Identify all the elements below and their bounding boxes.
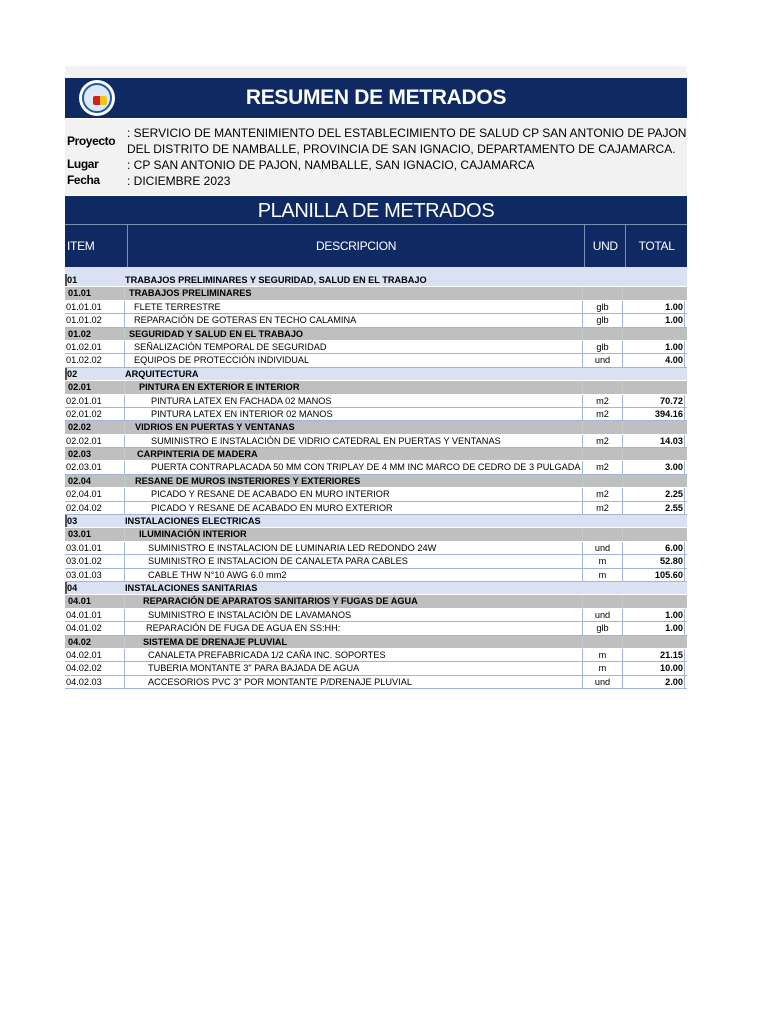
table-row [65, 461, 687, 474]
item-cell: 02.02 [65, 421, 125, 433]
total-cell: 6.00 [623, 542, 685, 554]
item-cell: 04.02.03 [65, 676, 125, 688]
unit-cell: m [583, 555, 623, 567]
unit-cell: glb [583, 622, 623, 634]
table-row [65, 676, 687, 689]
total-cell [623, 274, 685, 286]
description-cell: SEÑALIZACIÓN TEMPORAL DE SEGURIDAD [125, 341, 583, 353]
item-cell: 02.03 [65, 448, 125, 460]
item-cell: 02.03.01 [65, 461, 125, 473]
page-title: RESUMEN DE METRADOS [245, 86, 507, 109]
section-row [65, 515, 687, 528]
description-cell: EQUIPOS DE PROTECCIÓN INDIVIDUAL [125, 354, 583, 366]
table-row [65, 649, 687, 662]
fecha-value: : DICIEMBRE 2023 [127, 174, 231, 188]
unit-cell [583, 448, 623, 460]
total-cell: 4.00 [623, 354, 685, 366]
table-row [65, 622, 687, 635]
item-cell: 02.02.01 [65, 435, 125, 447]
section-row [65, 274, 687, 287]
header-spacer [65, 267, 687, 274]
item-cell: 01.01.02 [65, 314, 125, 326]
unit-cell: m2 [583, 408, 623, 420]
unit-cell [583, 595, 623, 607]
unit-cell: m2 [583, 502, 623, 514]
planilla-title: PLANILLA DE METRADOS [65, 195, 687, 224]
description-cell: PINTURA EN EXTERIOR E INTERIOR [125, 381, 583, 393]
subsection-row [65, 636, 687, 649]
table-row [65, 395, 687, 408]
unit-cell: m2 [583, 488, 623, 500]
total-cell [623, 421, 685, 433]
description-cell: TRABAJOS PRELIMINARES Y SEGURIDAD, SALUD EN EL TRABAJO [125, 274, 583, 286]
total-cell [623, 582, 685, 594]
item-cell: 03.01.01 [65, 542, 125, 554]
table-row [65, 341, 687, 354]
total-cell [623, 368, 685, 380]
project-info [65, 119, 687, 195]
item-cell: 04.01.02 [65, 622, 125, 634]
table-row [65, 502, 687, 515]
total-cell [623, 328, 685, 340]
item-cell: 02.04 [65, 475, 125, 487]
total-cell [623, 448, 685, 460]
item-cell: 03.01.02 [65, 555, 125, 567]
description-cell: SEGURIDAD Y SALUD EN EL TRABAJO [125, 328, 583, 340]
info-row-proyecto [65, 125, 687, 157]
unit-cell: m2 [583, 435, 623, 447]
column-header-item: ITEM [65, 225, 128, 267]
column-header-und: UND [585, 225, 626, 267]
item-cell: 02.01.01 [65, 395, 125, 407]
subsection-row [65, 475, 687, 488]
unit-cell: m2 [583, 395, 623, 407]
description-cell: FLETE TERRESTRE [125, 301, 583, 313]
subsection-row [65, 421, 687, 434]
table-row [65, 408, 687, 421]
description-cell: PINTURA LATEX EN FACHADA 02 MANOS [125, 395, 583, 407]
subsection-row [65, 595, 687, 608]
subsection-row [65, 528, 687, 541]
unit-cell: und [583, 354, 623, 366]
total-cell: 1.00 [623, 622, 685, 634]
description-cell: RESANE DE MUROS INSTERIORES Y EXTERIORES [125, 475, 583, 487]
item-cell: 04.02.01 [65, 649, 125, 661]
unit-cell [583, 368, 623, 380]
item-cell: 01.02.02 [65, 354, 125, 366]
total-cell: 14.03 [623, 435, 685, 447]
subsection-row [65, 448, 687, 461]
lugar-value: : CP SAN ANTONIO DE PAJON, NAMBALLE, SAN IGNACIO, CAJAMARCA [127, 158, 535, 172]
info-row-lugar [65, 157, 687, 173]
table-row [65, 435, 687, 448]
description-cell: CABLE THW N°10 AWG 6.0 mm2 [125, 569, 583, 581]
top-strip [65, 66, 687, 78]
unit-cell [583, 636, 623, 648]
unit-cell: m2 [583, 461, 623, 473]
description-cell: INSTALACIONES SANITARIAS [125, 582, 583, 594]
total-cell: 1.00 [623, 609, 685, 621]
proyecto-value: : SERVICIO DE MANTENIMIENTO DEL ESTABLECIMIENTO DE SALUD CP SAN ANTONIO DE PAJON DEL DISTRITO DE NAMBALLE, PROVINCIA DE SAN IGNACIO, DEPARTAMENTO DE CAJAMARCA. [127, 126, 687, 156]
unit-cell: m [583, 569, 623, 581]
lugar-label: Lugar [67, 157, 99, 171]
item-cell: 04.01.01 [65, 609, 125, 621]
subsection-row [65, 287, 687, 300]
unit-cell [583, 381, 623, 393]
table-row [65, 569, 687, 582]
unit-cell: glb [583, 301, 623, 313]
description-cell: PICADO Y RESANE DE ACABADO EN MURO INTERIOR [125, 488, 583, 500]
unit-cell [583, 515, 623, 527]
unit-cell [583, 475, 623, 487]
total-cell: 10.00 [623, 662, 685, 674]
description-cell: TRABAJOS PRELIMINARES [125, 287, 583, 299]
total-cell: 1.00 [623, 301, 685, 313]
total-cell [623, 381, 685, 393]
total-cell: 52.80 [623, 555, 685, 567]
table-row [65, 662, 687, 675]
description-cell: PUERTA CONTRAPLACADA 50 MM CON TRIPLAY DE 4 MM INC MARCO DE CEDRO DE 3 PULGADA [125, 461, 583, 473]
total-cell [623, 636, 685, 648]
total-cell: 21.15 [623, 649, 685, 661]
total-cell: 3.00 [623, 461, 685, 473]
unit-cell [583, 328, 623, 340]
item-cell: 03 [65, 515, 125, 527]
table-row [65, 542, 687, 555]
total-cell: 105.60 [623, 569, 685, 581]
total-cell: 2.00 [623, 676, 685, 688]
item-cell: 02 [65, 368, 125, 380]
unit-cell: und [583, 542, 623, 554]
total-cell: 1.00 [623, 314, 685, 326]
unit-cell: glb [583, 314, 623, 326]
subsection-row [65, 328, 687, 341]
total-cell: 70.72 [623, 395, 685, 407]
item-cell: 01.01 [65, 287, 125, 299]
total-cell: 1.00 [623, 341, 685, 353]
description-cell: CARPINTERIA DE MADERA [125, 448, 583, 460]
description-cell: REPARACIÓN DE APARATOS SANITARIOS Y FUGAS DE AGUA [125, 595, 583, 607]
table-row [65, 314, 687, 327]
item-cell: 04.02 [65, 636, 125, 648]
total-cell [623, 475, 685, 487]
total-cell: 2.55 [623, 502, 685, 514]
item-cell: 01.01.01 [65, 301, 125, 313]
item-cell: 03.01.03 [65, 569, 125, 581]
description-cell: ACCESORIOS PVC 3" POR MONTANTE P/DRENAJE PLUVIAL [125, 676, 583, 688]
unit-cell: und [583, 676, 623, 688]
unit-cell [583, 287, 623, 299]
description-cell: ILUMINACIÓN INTERIOR [125, 528, 583, 540]
item-cell: 04.02.02 [65, 662, 125, 674]
table-row [65, 301, 687, 314]
proyecto-label: Proyecto [67, 134, 116, 148]
total-cell: 394.16 [623, 408, 685, 420]
metrados-table-body [65, 274, 687, 689]
item-cell: 04.01 [65, 595, 125, 607]
total-cell [623, 287, 685, 299]
description-cell: VIDRIOS EN PUERTAS Y VENTANAS [125, 421, 583, 433]
total-cell [623, 515, 685, 527]
description-cell: INSTALACIONES ELECTRICAS [125, 515, 583, 527]
description-cell: CANALETA PREFABRICADA 1/2 CAÑA INC. SOPORTES [125, 649, 583, 661]
total-cell [623, 595, 685, 607]
item-cell: 01.02.01 [65, 341, 125, 353]
title-bar [65, 78, 687, 119]
item-cell: 03.01 [65, 528, 125, 540]
section-row [65, 582, 687, 595]
description-cell: PICADO Y RESANE DE ACABADO EN MURO EXTERIOR [125, 502, 583, 514]
unit-cell [583, 274, 623, 286]
unit-cell [583, 528, 623, 540]
item-cell: 01.02 [65, 328, 125, 340]
description-cell: SUMINISTRO E INSTALACION DE LUMINARIA LED REDONDO 24W [125, 542, 583, 554]
description-cell: SUMINISTRO E INSTALACIÓN DE LAVAMANOS [125, 609, 583, 621]
item-cell: 02.01 [65, 381, 125, 393]
item-cell: 02.04.02 [65, 502, 125, 514]
total-cell: 2.25 [623, 488, 685, 500]
table-header [65, 224, 687, 267]
table-row [65, 488, 687, 501]
description-cell: SISTEMA DE DRENAJE PLUVIAL [125, 636, 583, 648]
unit-cell: m [583, 649, 623, 661]
column-header-descripcion: DESCRIPCION [128, 225, 586, 267]
unit-cell: glb [583, 341, 623, 353]
unit-cell: und [583, 609, 623, 621]
item-cell: 02.01.02 [65, 408, 125, 420]
unit-cell [583, 582, 623, 594]
description-cell: REPARACIÓN DE GOTERAS EN TECHO CALAMINA [125, 314, 583, 326]
item-cell: 04 [65, 582, 125, 594]
metrados-sheet [65, 66, 687, 689]
table-row [65, 555, 687, 568]
description-cell: PINTURA LATEX EN INTERIOR 02 MANOS [125, 408, 583, 420]
column-header-total: TOTAL [638, 239, 675, 253]
table-row [65, 354, 687, 367]
item-cell: 02.04.01 [65, 488, 125, 500]
total-cell [623, 528, 685, 540]
description-cell: SUMINISTRO E INSTALACIÓN DE VIDRIO CATEDRAL EN PUERTAS Y VENTANAS [125, 435, 583, 447]
item-cell: 01 [65, 274, 125, 286]
section-row [65, 368, 687, 381]
unit-cell [583, 421, 623, 433]
description-cell: REPARACIÓN DE FUGA DE AGUA EN SS:HH: [125, 622, 583, 634]
description-cell: TUBERIA MONTANTE 3" PARA BAJADA DE AGUA [125, 662, 583, 674]
fecha-label: Fecha [67, 173, 100, 187]
description-cell: ARQUITECTURA [125, 368, 583, 380]
description-cell: SUMINISTRO E INSTALACION DE CANALETA PARA CABLES [125, 555, 583, 567]
unit-cell: m [583, 662, 623, 674]
table-row [65, 609, 687, 622]
info-row-fecha [65, 173, 687, 189]
subsection-row [65, 381, 687, 394]
